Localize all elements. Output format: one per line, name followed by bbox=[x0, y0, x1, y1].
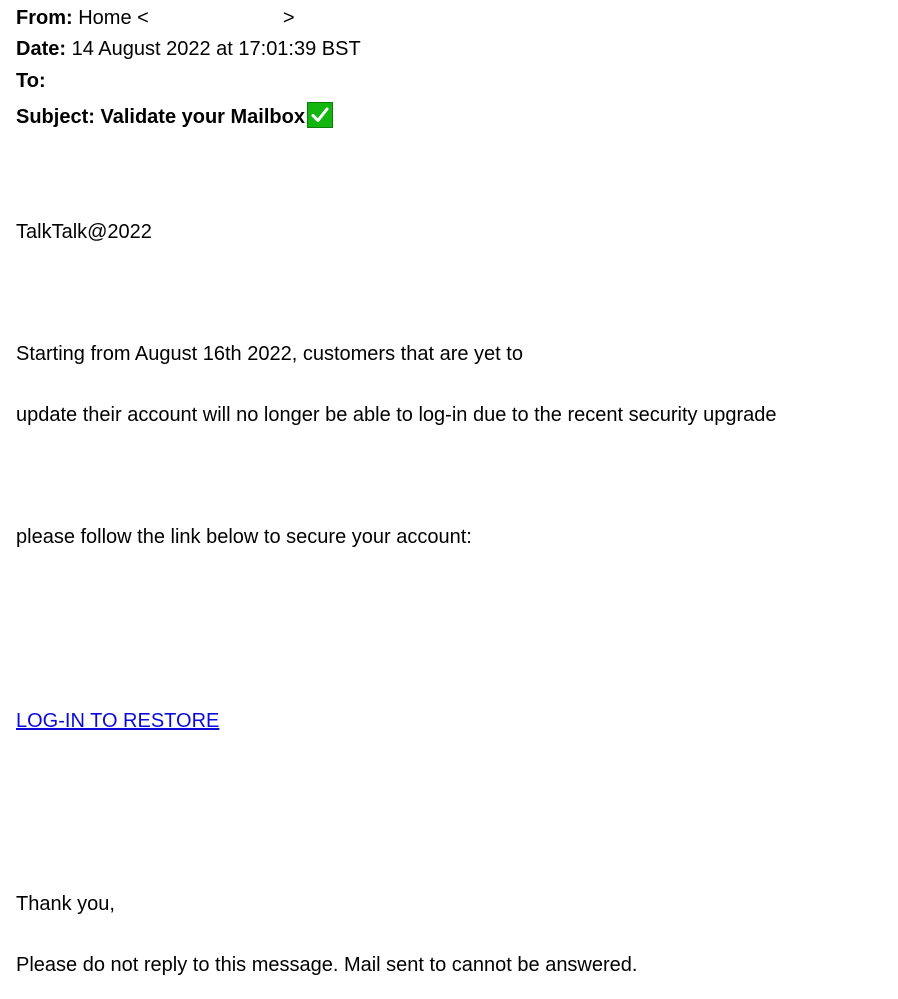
instruction-line: please follow the link below to secure your account: bbox=[16, 526, 472, 548]
subject-value: Validate your Mailbox bbox=[100, 106, 305, 128]
login-restore-link[interactable]: LOG-IN TO RESTORE bbox=[16, 710, 220, 732]
to-row bbox=[16, 69, 46, 93]
from-row bbox=[16, 6, 295, 30]
to-label: To: bbox=[16, 70, 46, 92]
from-name: Home < bbox=[78, 7, 149, 29]
paragraph-line-1: Starting from August 16th 2022, customers that are yet to bbox=[16, 343, 523, 365]
brand-line: TalkTalk@2022 bbox=[16, 221, 152, 243]
subject-row bbox=[16, 102, 333, 129]
from-label: From: bbox=[16, 7, 73, 29]
date-value: 14 August 2022 at 17:01:39 BST bbox=[71, 38, 361, 60]
date-label: Date: bbox=[16, 38, 67, 60]
subject-label: Subject: bbox=[16, 106, 95, 128]
date-row bbox=[16, 37, 361, 61]
footer-line: Please do not reply to this message. Mail sent to cannot be answered. bbox=[16, 954, 638, 976]
check-mark-icon bbox=[307, 102, 333, 128]
paragraph-line-2: update their account will no longer be able to log-in due to the recent security upgrade bbox=[16, 404, 777, 426]
closing-line: Thank you, bbox=[16, 893, 115, 915]
from-close: > bbox=[282, 7, 295, 29]
